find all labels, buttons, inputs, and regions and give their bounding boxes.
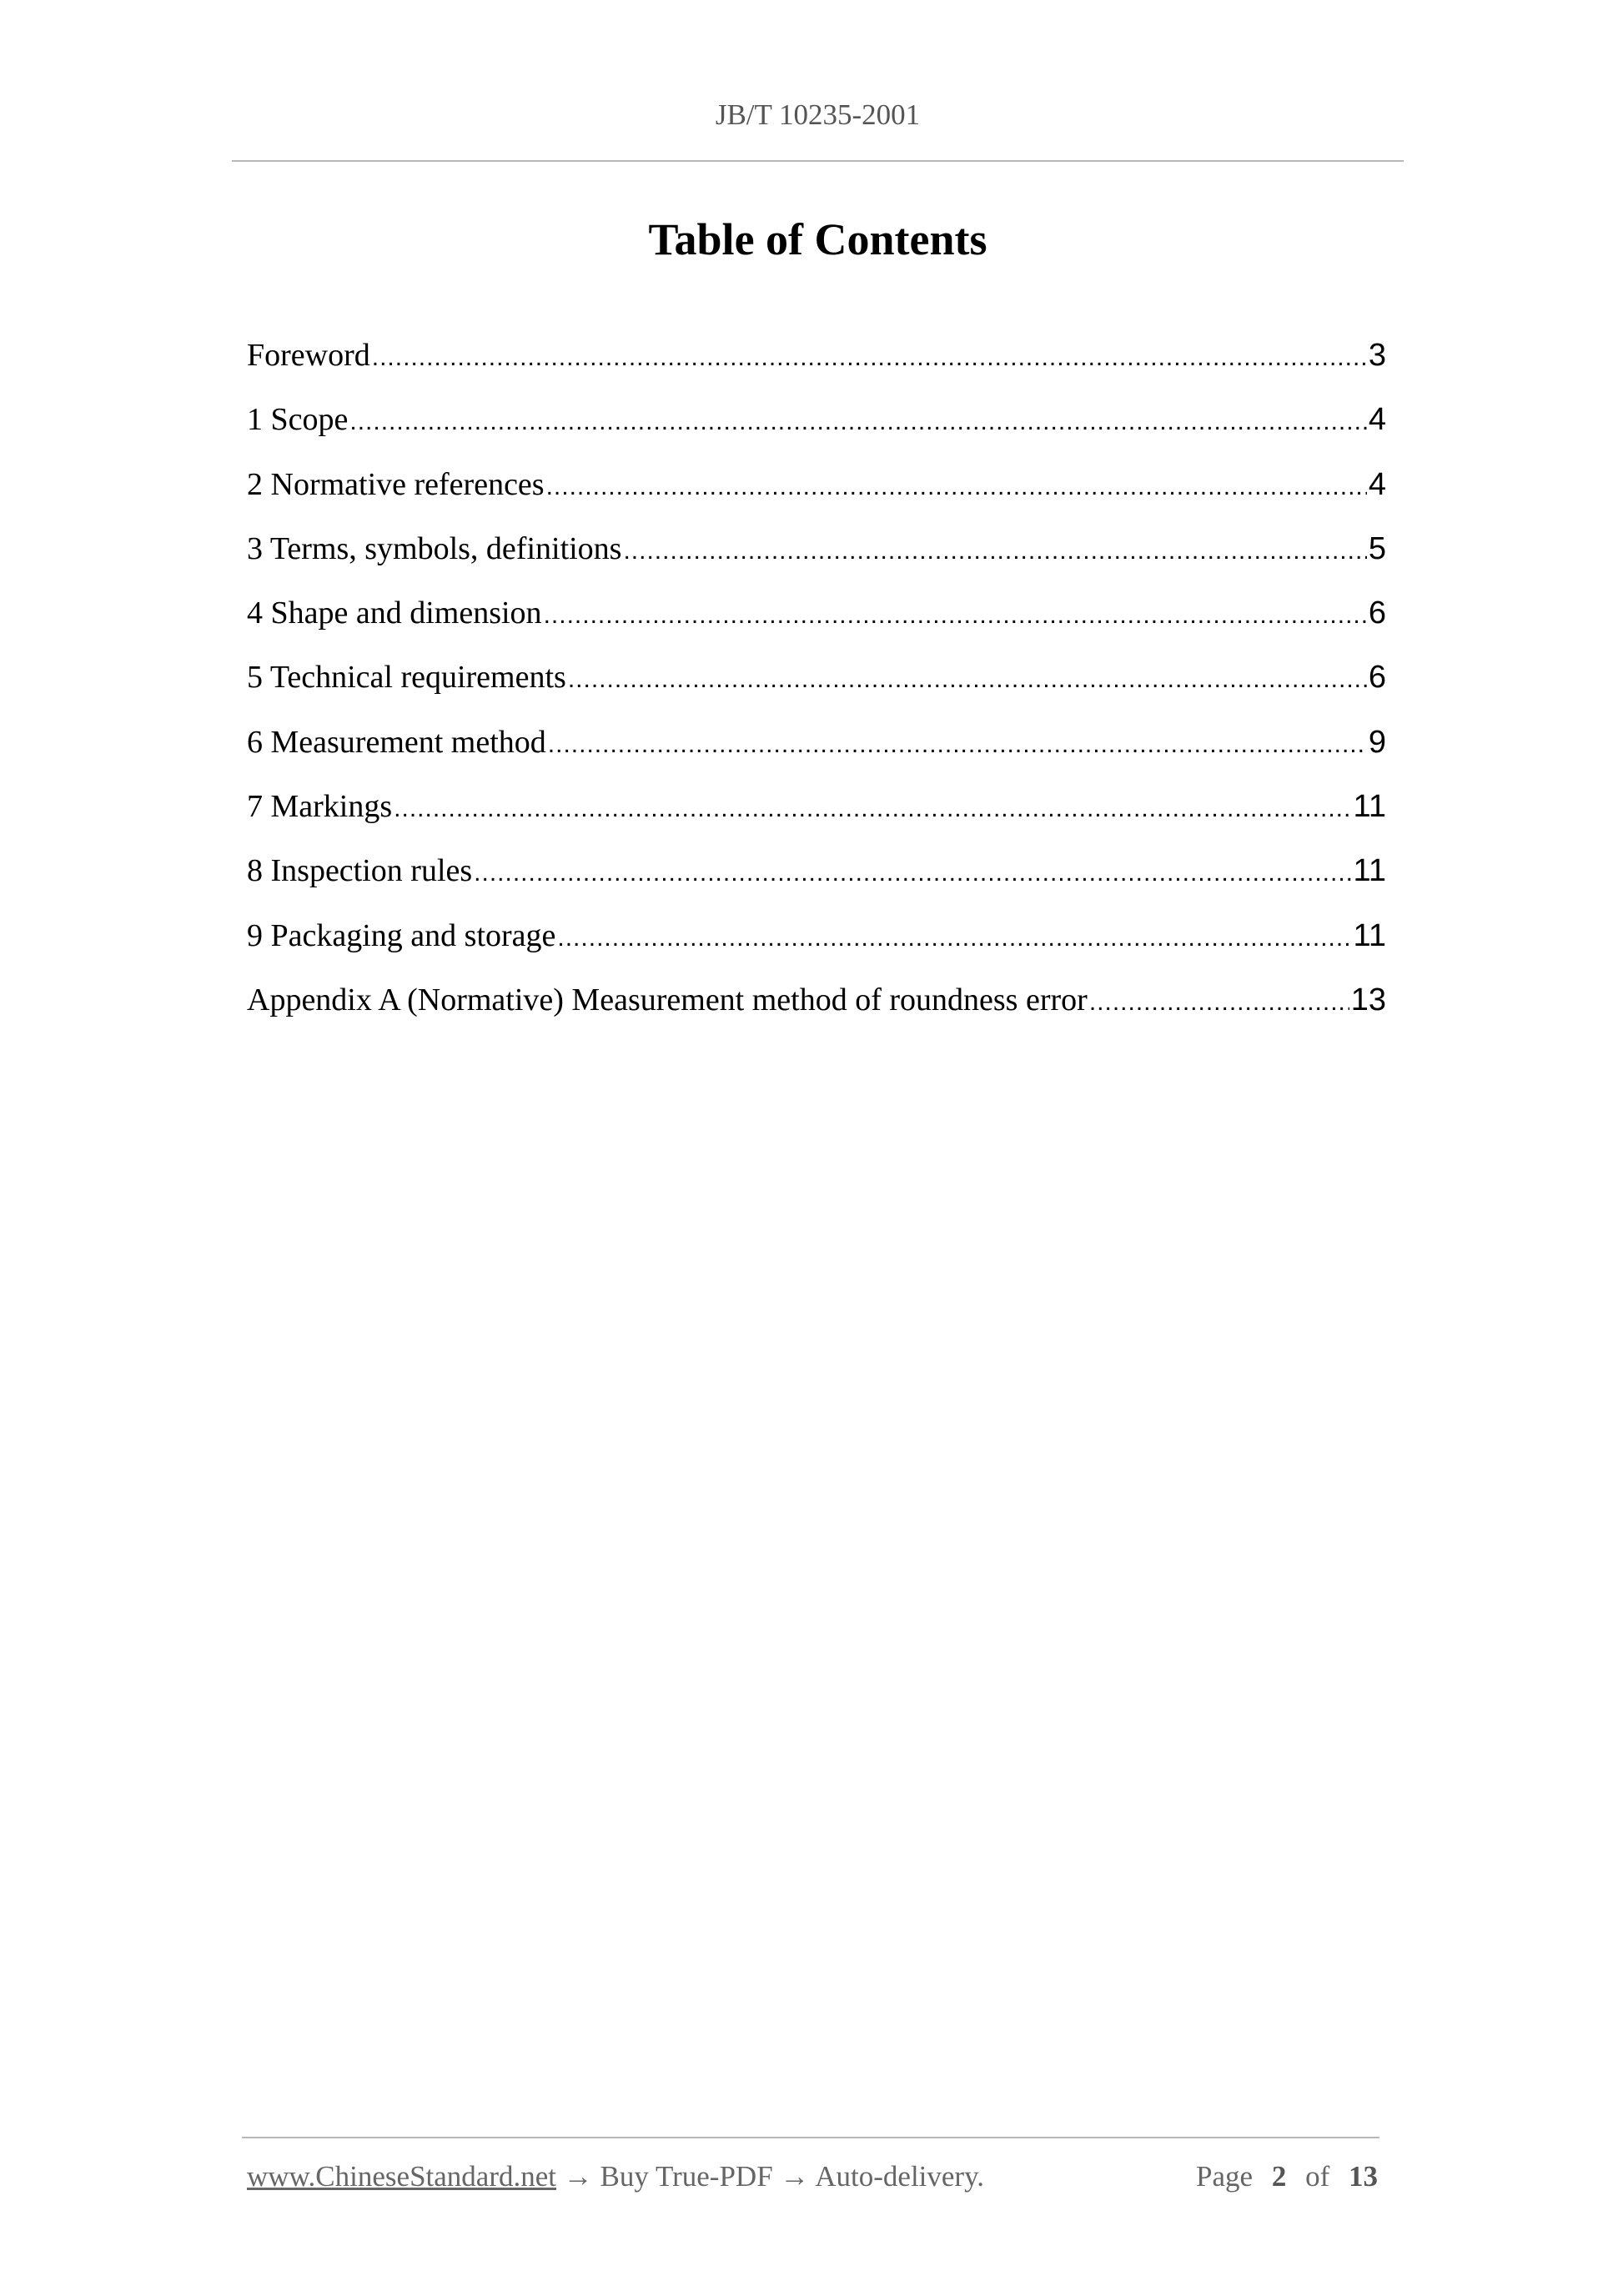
toc-entry-label: 8 Inspection rules — [247, 853, 473, 889]
toc-entry-normative-references[interactable] — [247, 466, 1386, 530]
toc-entry-label: 1 Scope — [247, 402, 349, 438]
header-divider — [232, 160, 1404, 162]
toc-entry-page: 9 — [1368, 724, 1386, 760]
toc-leader-dots — [474, 859, 1351, 887]
table-of-contents — [247, 337, 1386, 1046]
toc-leader-dots — [568, 666, 1367, 694]
page-footer — [247, 2160, 1378, 2193]
of-word: of — [1305, 2160, 1330, 2193]
toc-leader-dots — [372, 344, 1367, 372]
toc-entry-page: 11 — [1353, 789, 1386, 825]
arrow-right-icon: → — [563, 2160, 593, 2193]
toc-entry-inspection-rules[interactable] — [247, 852, 1386, 917]
toc-leader-dots — [557, 924, 1351, 952]
toc-entry-page: 6 — [1368, 660, 1386, 696]
toc-entry-measurement-method[interactable] — [247, 724, 1386, 788]
toc-entry-technical-requirements[interactable] — [247, 659, 1386, 723]
toc-entry-markings[interactable] — [247, 788, 1386, 852]
toc-entry-terms[interactable] — [247, 530, 1386, 595]
toc-entry-label: 3 Terms, symbols, definitions — [247, 530, 622, 566]
delivery-text: Auto-delivery. — [815, 2160, 985, 2193]
toc-leader-dots — [1089, 988, 1349, 1017]
toc-entry-label: 9 Packaging and storage — [247, 917, 556, 953]
toc-leader-dots — [394, 795, 1351, 823]
toc-entry-page: 13 — [1350, 982, 1386, 1017]
toc-entry-packaging-storage[interactable] — [247, 917, 1386, 982]
toc-entry-appendix-a[interactable] — [247, 982, 1386, 1046]
page-title: Table of Contents — [648, 214, 987, 264]
toc-entry-shape-dimension[interactable] — [247, 595, 1386, 659]
toc-entry-label: 4 Shape and dimension — [247, 595, 542, 631]
toc-entry-scope[interactable] — [247, 401, 1386, 465]
footer-promo — [247, 2160, 984, 2193]
toc-entry-page: 5 — [1368, 530, 1386, 566]
page-total: 13 — [1349, 2160, 1378, 2193]
footer-divider — [242, 2137, 1379, 2138]
toc-entry-label: Foreword — [247, 338, 370, 373]
toc-leader-dots — [349, 408, 1366, 436]
toc-entry-page: 11 — [1353, 853, 1386, 889]
document-header — [232, 98, 1404, 132]
toc-entry-page: 4 — [1368, 402, 1386, 438]
toc-entry-label: Appendix A (Normative) Measurement method of roundness error — [247, 982, 1088, 1017]
site-link[interactable]: www.ChineseStandard.net — [247, 2160, 556, 2193]
toc-entry-page: 4 — [1368, 466, 1386, 502]
toc-entry-label: 7 Markings — [247, 789, 393, 825]
toc-entry-foreword[interactable] — [247, 337, 1386, 401]
toc-leader-dots — [548, 731, 1367, 759]
arrow-right-icon: → — [780, 2160, 810, 2193]
toc-leader-dots — [623, 537, 1366, 565]
page-current: 2 — [1271, 2160, 1287, 2193]
page-word: Page — [1196, 2160, 1254, 2193]
toc-leader-dots — [546, 473, 1367, 501]
doc-id: JB/T 10235-2001 — [715, 98, 921, 131]
toc-leader-dots — [544, 601, 1367, 630]
toc-entry-page: 11 — [1353, 917, 1386, 953]
toc-entry-label: 5 Technical requirements — [247, 660, 566, 696]
toc-entry-page: 3 — [1368, 338, 1386, 373]
toc-entry-label: 6 Measurement method — [247, 724, 546, 760]
buy-text: Buy True-PDF — [600, 2160, 773, 2193]
page-number — [1196, 2160, 1378, 2193]
toc-entry-page: 6 — [1368, 595, 1386, 631]
toc-entry-label: 2 Normative references — [247, 466, 545, 502]
